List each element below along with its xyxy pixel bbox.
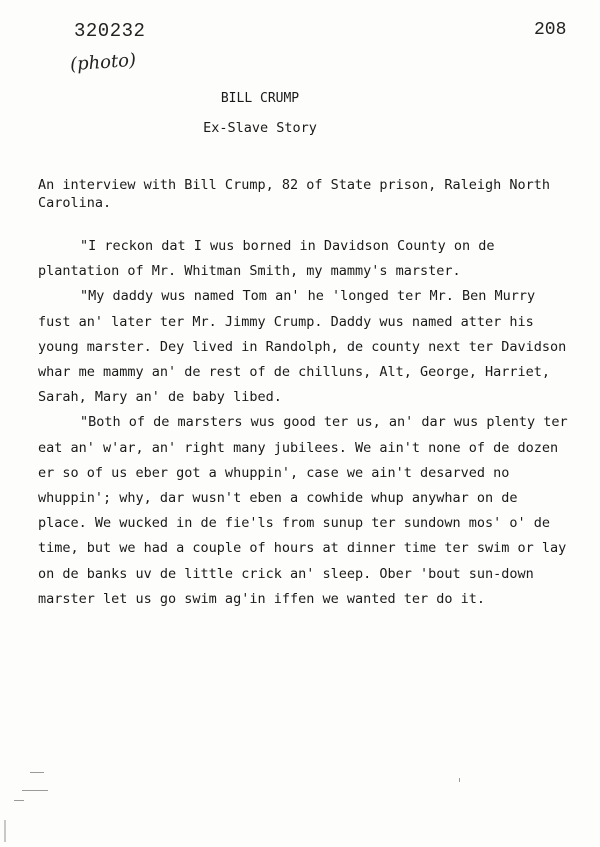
scan-mark xyxy=(459,778,460,782)
paragraph: "My daddy wus named Tom an' he 'longed ter Mr. Ben Murry fust an' later ter Mr. Jimmy Crump. Daddy wus named atter his young marster. Dey lived in Randolph, de county next ter Davidson whar me mammy an' de rest of de chilluns, Alt, George, Harriet, Sarah, Mary an' de baby libed. xyxy=(38,288,567,406)
scan-mark xyxy=(4,820,6,842)
paragraph: "I reckon dat I wus borned in Davidson County on de plantation of Mr. Whitman Smith, my mammy's marster. xyxy=(38,238,495,280)
document-subtitle: Ex-Slave Story xyxy=(203,120,317,136)
scan-mark xyxy=(14,800,24,801)
interview-intro: An interview with Bill Crump, 82 of State prison, Raleigh North Carolina. xyxy=(38,177,551,211)
archive-id-stamp: 320232 xyxy=(74,20,146,42)
paragraph: "Both of de marsters wus good ter us, an' dar wus plenty ter eat an' w'ar, an' right many jubilees. We ain't none of de dozen er so of us eber got a whuppin', case we ain't desarved no whuppin'; why, dar wusn't eben a cowhide whup anywhar on de place. We wucked in de fie'ls from sunup ter sundown mos' o' de time, but we had a couple of hours at dinner time ter swim or lay on de banks uv de little crick an' sleep. Ober 'bout sun-down marster let us go swim ag'in iffen we wanted ter do it. xyxy=(38,414,568,607)
scan-mark xyxy=(30,772,44,773)
story-body xyxy=(38,234,568,612)
scan-mark xyxy=(22,790,48,791)
handwritten-note: (photo) xyxy=(69,49,137,76)
document-title: BILL CRUMP xyxy=(220,91,300,106)
page-number: 208 xyxy=(534,20,567,40)
